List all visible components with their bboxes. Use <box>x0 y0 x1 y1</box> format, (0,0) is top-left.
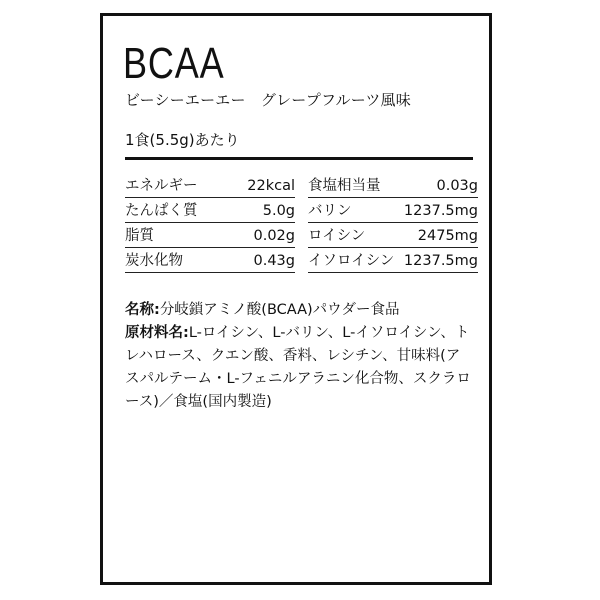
nutrition-row-isoleucine <box>308 248 478 273</box>
nutrition-label-card <box>100 13 492 585</box>
nutrient-name: エネルギー <box>125 178 198 194</box>
nutrition-row-carbohydrate <box>125 248 295 273</box>
nutrient-name: 炭水化物 <box>125 253 183 269</box>
nutrition-column-right <box>308 173 478 273</box>
nutrient-value: 0.02g <box>253 228 295 244</box>
nutrition-column-left <box>125 173 295 273</box>
nutrient-name: ロイシン <box>308 228 366 244</box>
nutrient-name: 食塩相当量 <box>308 178 381 194</box>
ingredients-block <box>125 299 473 414</box>
nutrient-name: たんぱく質 <box>125 203 198 219</box>
nutrient-value: 0.43g <box>253 253 295 269</box>
product-subtitle: ビーシーエーエー グレープフルーツ風味 <box>125 91 411 109</box>
nutrition-row-leucine <box>308 223 478 248</box>
nutrition-row-protein <box>125 198 295 223</box>
name-label: 名称: <box>125 302 160 318</box>
nutrient-value: 1237.5mg <box>403 253 478 269</box>
nutrition-row-valine <box>308 198 478 223</box>
nutrition-row-salt <box>308 173 478 198</box>
serving-size: 1食(5.5g)あたり <box>125 131 240 149</box>
nutrition-row-energy <box>125 173 295 198</box>
nutrition-row-fat <box>125 223 295 248</box>
nutrient-value: 0.03g <box>436 178 478 194</box>
divider-thick <box>125 157 473 160</box>
nutrient-name: バリン <box>308 203 352 219</box>
product-title: BCAA <box>123 39 225 88</box>
nutrient-value: 22kcal <box>247 178 295 194</box>
nutrient-name: 脂質 <box>125 228 154 244</box>
product-name-line <box>125 299 473 322</box>
nutrient-value: 1237.5mg <box>403 203 478 219</box>
name-value: 分岐鎖アミノ酸(BCAA)パウダー食品 <box>159 302 400 318</box>
materials-line <box>125 322 473 414</box>
nutrient-value: 2475mg <box>417 228 478 244</box>
nutrient-value: 5.0g <box>262 203 295 219</box>
materials-label: 原材料名: <box>125 325 189 341</box>
nutrient-name: イソロイシン <box>308 253 395 269</box>
materials-value: L-ロイシン、L-バリン、L-イソロイシン、トレハロース、クエン酸、香料、レシチン、甘味料(アスパルテーム・L-フェニルアラニン化合物、スクラロース)／食塩(国内製造) <box>125 325 471 410</box>
